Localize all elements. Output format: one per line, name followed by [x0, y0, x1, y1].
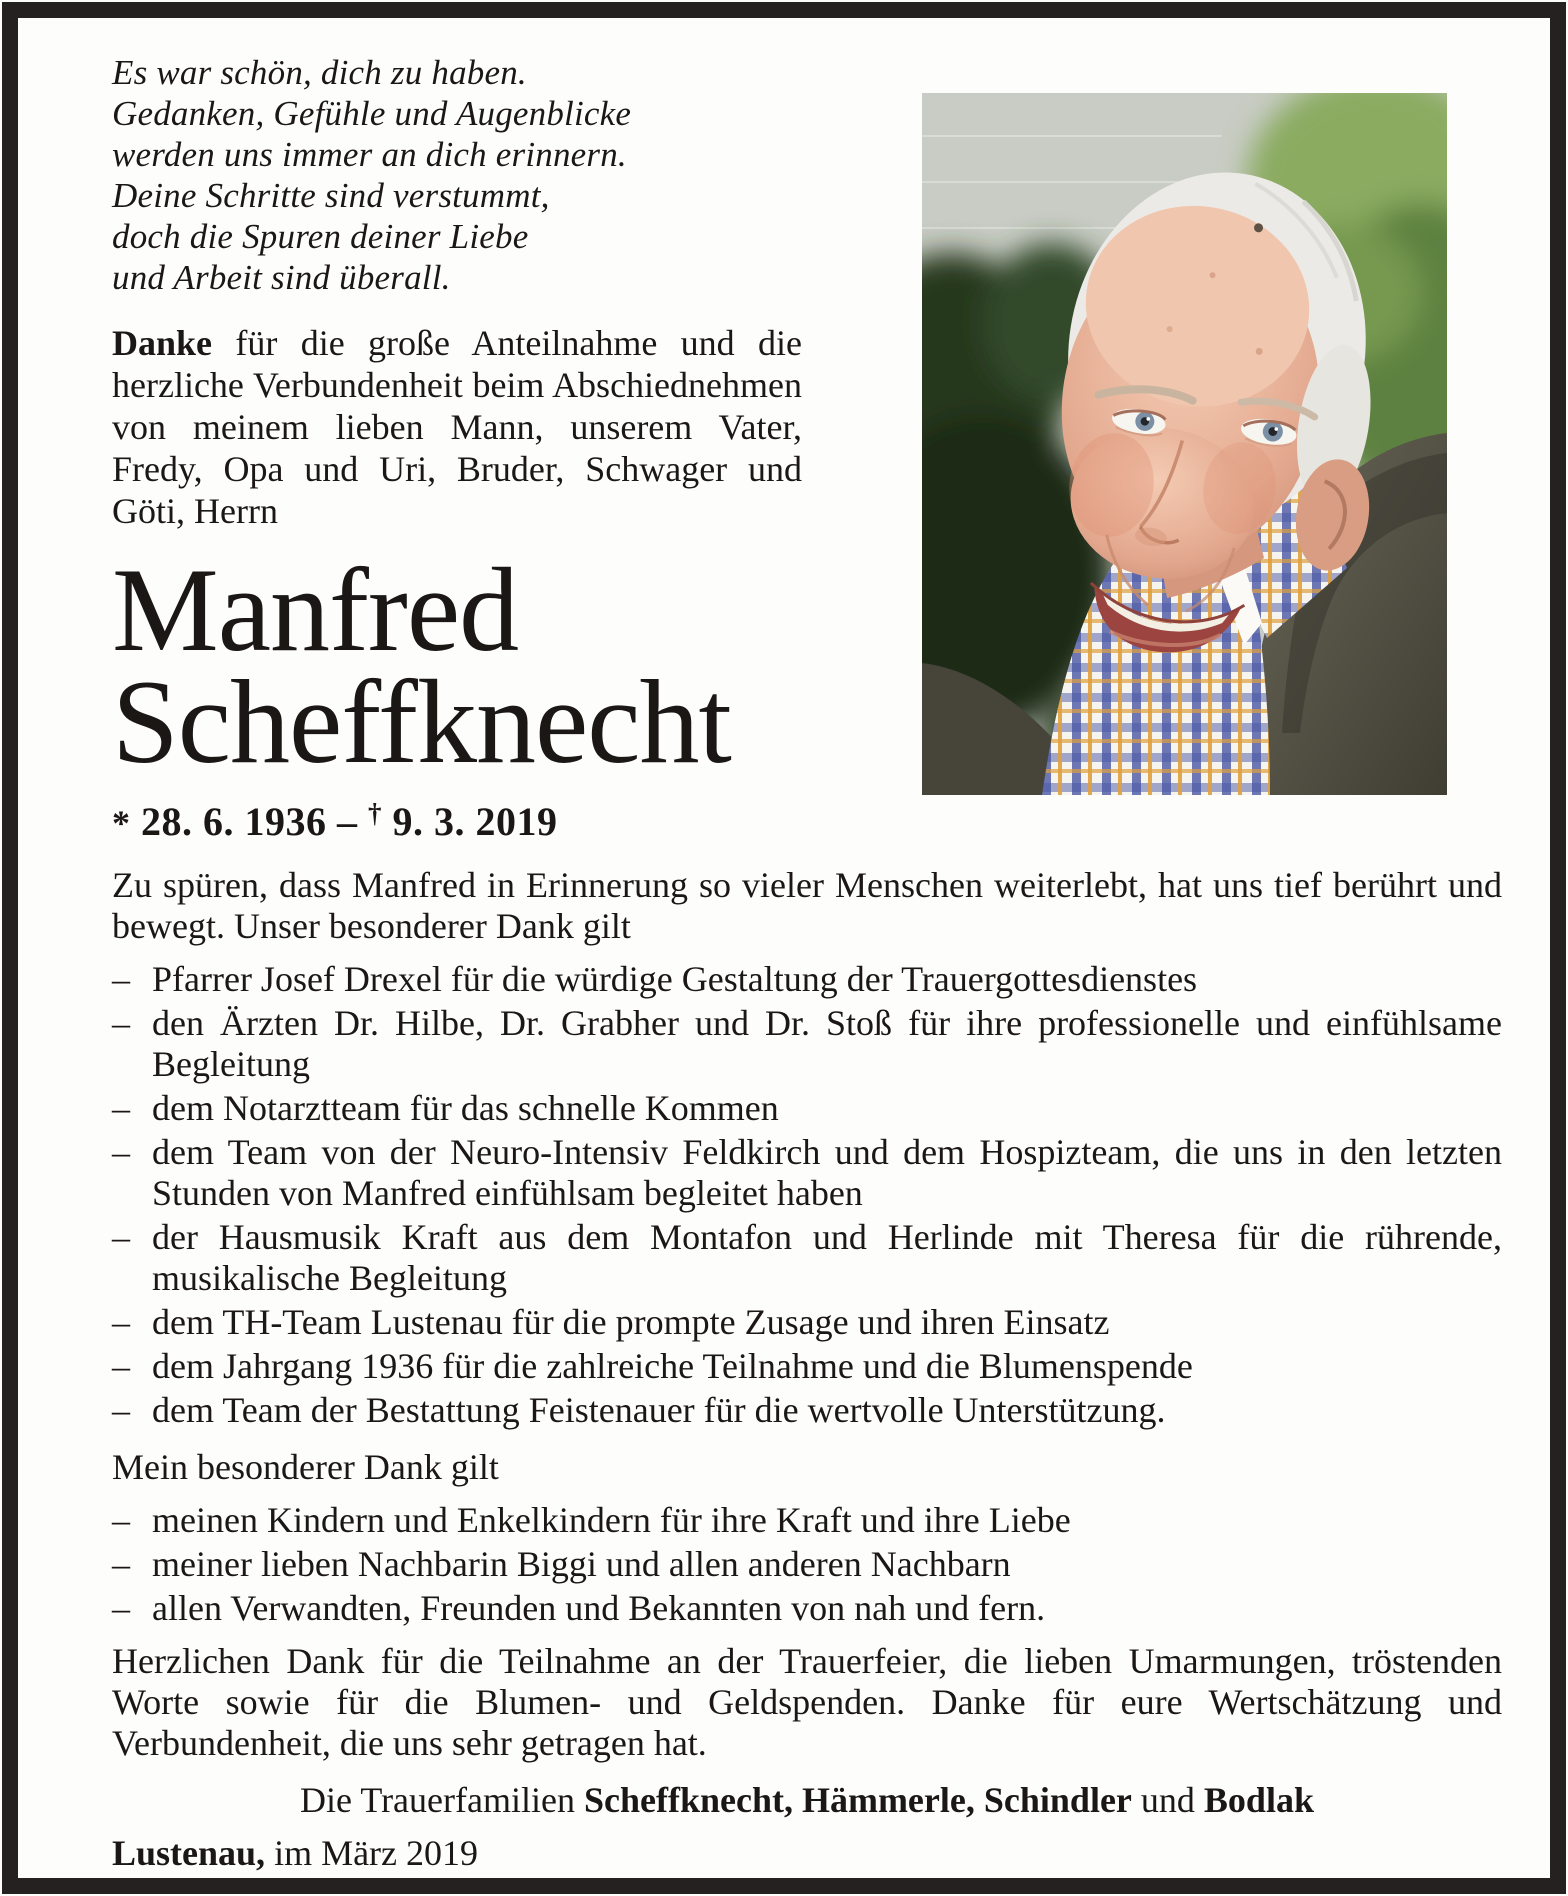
dash-bullet: –: [112, 1346, 130, 1386]
dash-bullet: –: [112, 1544, 130, 1584]
personal-thanks-list: [112, 1500, 1502, 1629]
death-cross-symbol: †: [368, 798, 382, 828]
deceased-first-name: Manfred: [112, 543, 519, 676]
families-names: Scheffknecht, Hämmerle, Schindler: [583, 1780, 1132, 1820]
families-last-name: Bodlak: [1203, 1780, 1314, 1820]
dash-bullet: –: [112, 1003, 130, 1043]
list-item-text: dem Notarztteam für das schnelle Kommen: [152, 1088, 779, 1128]
list-item: [112, 1588, 1502, 1629]
list-item: [112, 1346, 1502, 1387]
body-text: [112, 865, 1502, 1874]
deceased-name: [112, 543, 1502, 788]
list-item-text: allen Verwandten, Freunden und Bekannten von nah und fern.: [152, 1588, 1046, 1628]
deceased-last-name: Scheffknecht: [112, 655, 731, 788]
list-item-text: dem Jahrgang 1936 für die zahlreiche Teilnahme und die Blumenspende: [152, 1346, 1193, 1386]
poem-line: Gedanken, Gefühle und Augenblicke: [112, 94, 632, 133]
list-item: [112, 1544, 1502, 1585]
dash-bullet: –: [112, 1132, 130, 1172]
personal-thanks-heading: Mein besonderer Dank gilt: [112, 1447, 499, 1487]
date-text: im März 2019: [274, 1833, 479, 1873]
dash-bullet: –: [112, 1588, 130, 1628]
mourning-families-line: [112, 1780, 1502, 1821]
poem-line: Es war schön, dich zu haben.: [112, 53, 527, 92]
intro-paragraph: Zu spüren, dass Manfred in Erinnerung so vieler Menschen weiterlebt, hat uns tief berührt und bewegt. Unser besonderer Dank gilt: [112, 865, 1502, 946]
place-name: Lustenau,: [112, 1833, 266, 1873]
danke-word: Danke: [112, 323, 213, 363]
families-prefix: Die Trauerfamilien: [300, 1780, 575, 1820]
obituary-content: [112, 52, 1502, 1874]
poem-line: werden uns immer an dich erinnern.: [112, 135, 627, 174]
list-item-text: meiner lieben Nachbarin Biggi und allen anderen Nachbarn: [152, 1544, 1011, 1584]
poem-line: doch die Spuren deiner Liebe: [112, 217, 529, 256]
list-item: [112, 959, 1502, 1000]
list-item-text: dem Team der Bestattung Feistenauer für die wertvolle Unterstützung.: [152, 1390, 1166, 1430]
poem-line: Deine Schritte sind verstummt,: [112, 176, 550, 215]
list-item-text: Pfarrer Josef Drexel für die würdige Gestaltung der Trauergottesdienstes: [152, 959, 1198, 999]
list-item-text: meinen Kindern und Enkelkindern für ihre Kraft und ihre Liebe: [152, 1500, 1071, 1540]
list-item: [112, 1390, 1502, 1431]
place-date-line: [112, 1833, 1502, 1874]
list-item: [112, 1088, 1502, 1129]
dash-bullet: –: [112, 1302, 130, 1342]
birth-star-symbol: *: [112, 803, 131, 843]
dash-bullet: –: [112, 1217, 130, 1257]
list-item-text: den Ärzten Dr. Hilbe, Dr. Grabher und Dr. Stoß für ihre professionelle und einfühlsame Begleitung: [152, 1003, 1502, 1084]
dash-bullet: –: [112, 959, 130, 999]
dash-bullet: –: [112, 1088, 130, 1128]
dash-bullet: –: [112, 1390, 130, 1430]
list-item: [112, 1217, 1502, 1299]
danke-text: für die große Anteilnahme und die herzliche Verbundenheit beim Abschiednehmen von meinem lieben Mann, unserem Vater, Fredy, Opa und Uri, Bruder, Schwager und Göti, Herrn: [112, 323, 803, 531]
birth-date: 28. 6. 1936: [141, 799, 327, 844]
list-item-text: dem Team von der Neuro-Intensiv Feldkirch und dem Hospizteam, die uns in den letzten Stunden von Manfred einfühlsam begleitet haben: [152, 1132, 1502, 1213]
dates-separator: –: [337, 799, 358, 844]
closing-paragraph: Herzlichen Dank für die Teilnahme an der Trauerfeier, die lieben Umarmungen, tröstenden Worte sowie für die Blumen- und Geldspenden. Danke für eure Wertschätzung und Verbundenheit, die uns sehr getragen hat.: [112, 1641, 1502, 1763]
dash-bullet: –: [112, 1500, 130, 1540]
death-date: 9. 3. 2019: [392, 799, 558, 844]
list-item: [112, 1500, 1502, 1541]
thanks-intro-paragraph: [112, 322, 802, 532]
poem-line: und Arbeit sind überall.: [112, 258, 451, 297]
memorial-poem: [112, 52, 1502, 298]
list-item: [112, 1003, 1502, 1085]
list-item-text: der Hausmusik Kraft aus dem Montafon und Herlinde mit Theresa für die rührende, musikalische Begleitung: [152, 1217, 1502, 1298]
list-item-text: dem TH-Team Lustenau für die prompte Zusage und ihren Einsatz: [152, 1302, 1110, 1342]
families-conjunction: und: [1140, 1780, 1195, 1820]
list-item: [112, 1132, 1502, 1214]
thanks-list: [112, 959, 1502, 1431]
life-dates: [112, 798, 1502, 845]
list-item: [112, 1302, 1502, 1343]
